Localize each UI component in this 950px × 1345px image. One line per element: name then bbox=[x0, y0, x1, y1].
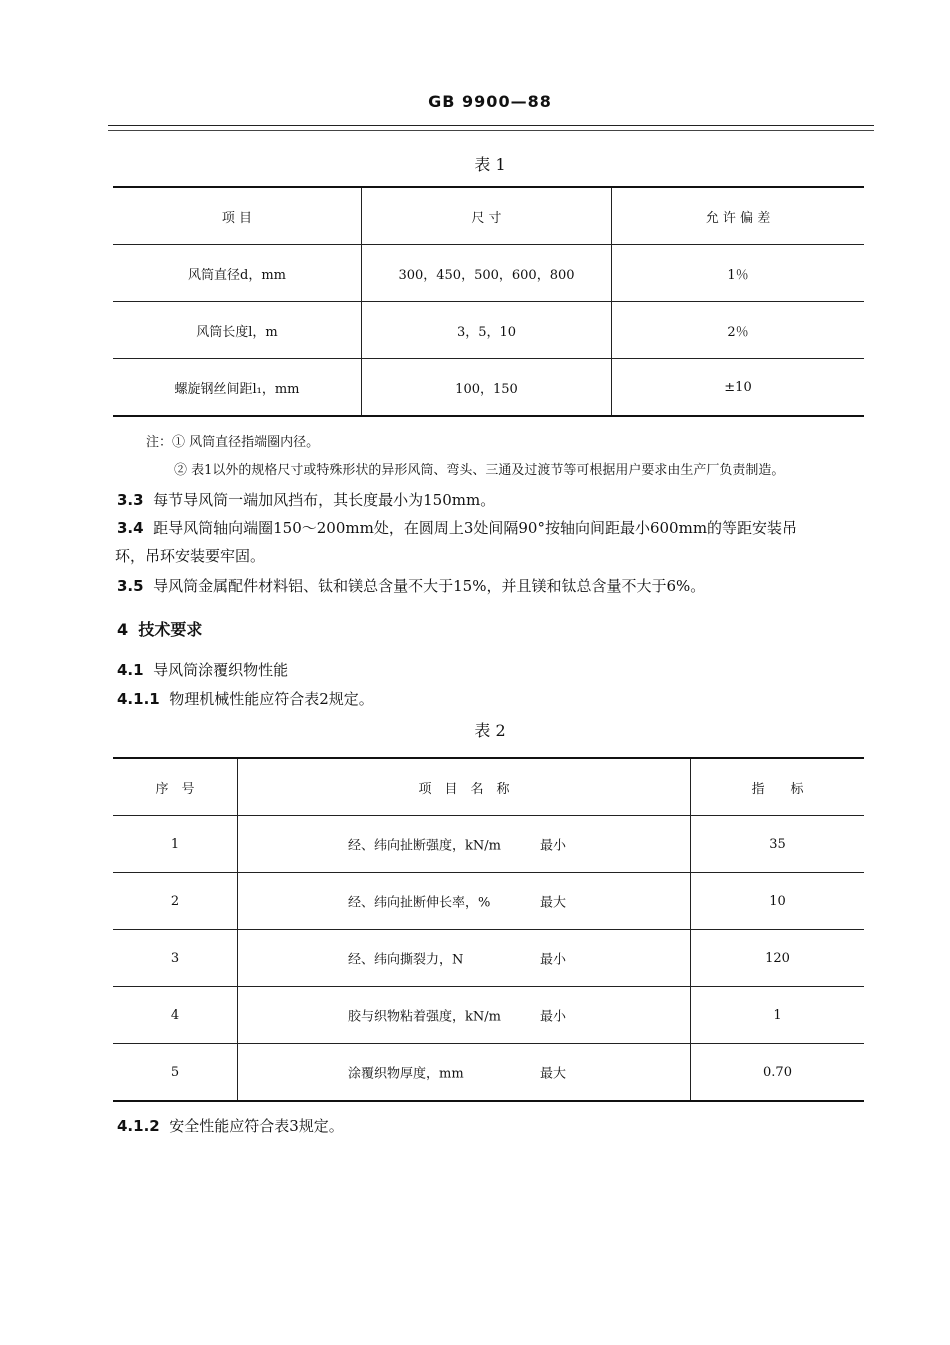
item-name: 经、纬向扯断伸长率，% bbox=[348, 895, 491, 911]
clause-3-4 bbox=[117, 517, 797, 538]
table2-no-cell: 5 bbox=[170, 1064, 180, 1080]
subsection-number: 4.1.2 bbox=[117, 1117, 160, 1135]
clause-number: 3.4 bbox=[117, 519, 144, 537]
table-row bbox=[113, 873, 864, 930]
table2-item-cell bbox=[238, 873, 691, 930]
table1-cell: 螺旋钢丝间距l₁，mm bbox=[174, 381, 300, 397]
clause-3-5 bbox=[117, 575, 705, 596]
table-row bbox=[113, 816, 864, 873]
table2-header-cell: 序 号 bbox=[113, 758, 238, 816]
item-limit: 最大 bbox=[540, 895, 567, 911]
table2-item-cell bbox=[238, 1044, 691, 1102]
notes-label: 注： bbox=[146, 435, 173, 450]
table1-header-row bbox=[113, 187, 864, 245]
table1-cell: 100，150 bbox=[362, 359, 612, 417]
subsection-text: 物理机械性能应符合表2规定。 bbox=[169, 690, 374, 708]
table1-cell: 风筒直径d，mm bbox=[113, 245, 362, 302]
item-name: 涂覆织物厚度，mm bbox=[348, 1066, 464, 1082]
table1-header-cell: 允 许 偏 差 bbox=[612, 187, 865, 245]
subsection-4-1-2 bbox=[117, 1115, 344, 1136]
clause-number: 3.5 bbox=[117, 577, 144, 595]
subsection-title: 导风筒涂覆织物性能 bbox=[153, 661, 289, 679]
table2-no-cell: 3 bbox=[113, 930, 238, 987]
table2-item-cell bbox=[238, 987, 691, 1044]
table1-cell: 风筒长度l，m bbox=[113, 302, 362, 359]
table2-header-row bbox=[113, 758, 864, 816]
table-row bbox=[113, 359, 864, 417]
item-limit: 最大 bbox=[540, 1066, 567, 1082]
subsection-number: 4.1 bbox=[117, 661, 144, 679]
document-header: GB 9900—88 bbox=[428, 92, 552, 111]
subsection-number: 4.1.1 bbox=[117, 690, 160, 708]
table2-header-cell: 项 目 名 称 bbox=[238, 758, 691, 816]
table1-cell: 1％ bbox=[612, 245, 865, 302]
table1-cell: 300，450，500，600，800 bbox=[362, 245, 612, 302]
table2-value-cell: 0.70 bbox=[691, 1044, 865, 1102]
item-limit: 最小 bbox=[540, 952, 567, 968]
table-row bbox=[113, 302, 864, 359]
table2-value-cell: 35 bbox=[691, 816, 865, 873]
clause-text: 距导风筒轴向端圈150～200mm处，在圆周上3处间隔90°按轴向间距最小600mm的等距安装吊 bbox=[153, 519, 798, 537]
table-row bbox=[113, 1044, 864, 1102]
table1-cell: 2％ bbox=[612, 302, 865, 359]
table2-item-cell bbox=[238, 930, 691, 987]
clause-text: 每节导风筒一端加风挡布，其长度最小为150mm。 bbox=[153, 491, 496, 509]
table-row bbox=[113, 930, 864, 987]
table1-header-cell: 项 目 bbox=[113, 187, 362, 245]
subsection-4-1 bbox=[117, 659, 288, 680]
header-rule bbox=[108, 125, 874, 126]
clause-3-3 bbox=[117, 489, 495, 510]
note-item: ① 风筒直径指端圈内径。 bbox=[172, 435, 320, 450]
table1 bbox=[113, 186, 864, 417]
table2-header-cell: 指 标 bbox=[691, 758, 865, 816]
table2-no-cell: 1 bbox=[113, 816, 238, 873]
item-limit: 最小 bbox=[540, 838, 567, 854]
table-row bbox=[113, 987, 864, 1044]
table1-cell: ±10 bbox=[612, 359, 865, 417]
table1-caption: 表 1 bbox=[474, 155, 506, 174]
table2-item-cell bbox=[238, 816, 691, 873]
note-item: ② 表1以外的规格尺寸或特殊形状的异形风筒、弯头、三通及过渡节等可根据用户要求由生产厂负责制造。 bbox=[174, 463, 785, 478]
table2-value-cell: 120 bbox=[691, 930, 865, 987]
item-name: 胶与织物粘着强度，kN/m bbox=[348, 1009, 501, 1025]
header-rule-thin bbox=[108, 130, 874, 131]
item-limit: 最小 bbox=[540, 1009, 567, 1025]
table1-cell: 3，5，10 bbox=[362, 302, 612, 359]
section-title: 技术要求 bbox=[138, 620, 203, 639]
clause-number: 3.3 bbox=[117, 491, 144, 509]
subsection-4-1-1 bbox=[117, 688, 374, 709]
item-name: 经、纬向扯断强度，kN/m bbox=[348, 838, 501, 854]
table2-value-cell: 10 bbox=[691, 873, 865, 930]
table2-no-cell: 2 bbox=[113, 873, 238, 930]
table2 bbox=[113, 757, 864, 1102]
item-name: 经、纬向撕裂力，N bbox=[348, 952, 464, 968]
section-number: 4 bbox=[117, 620, 129, 639]
notes bbox=[146, 431, 319, 450]
section-4-heading bbox=[117, 617, 202, 640]
table2-no-cell: 4 bbox=[113, 987, 238, 1044]
table1-header-cell: 尺 寸 bbox=[362, 187, 612, 245]
subsection-text: 安全性能应符合表3规定。 bbox=[169, 1117, 344, 1135]
table-row bbox=[113, 245, 864, 302]
clause-text: 导风筒金属配件材料铝、钛和镁总含量不大于15%，并且镁和钛总含量不大于6%。 bbox=[153, 577, 706, 595]
table2-caption: 表 2 bbox=[474, 721, 506, 740]
table2-value-cell: 1 bbox=[691, 987, 865, 1044]
clause-3-4-continued: 环，吊环安装要牢固。 bbox=[115, 547, 266, 565]
